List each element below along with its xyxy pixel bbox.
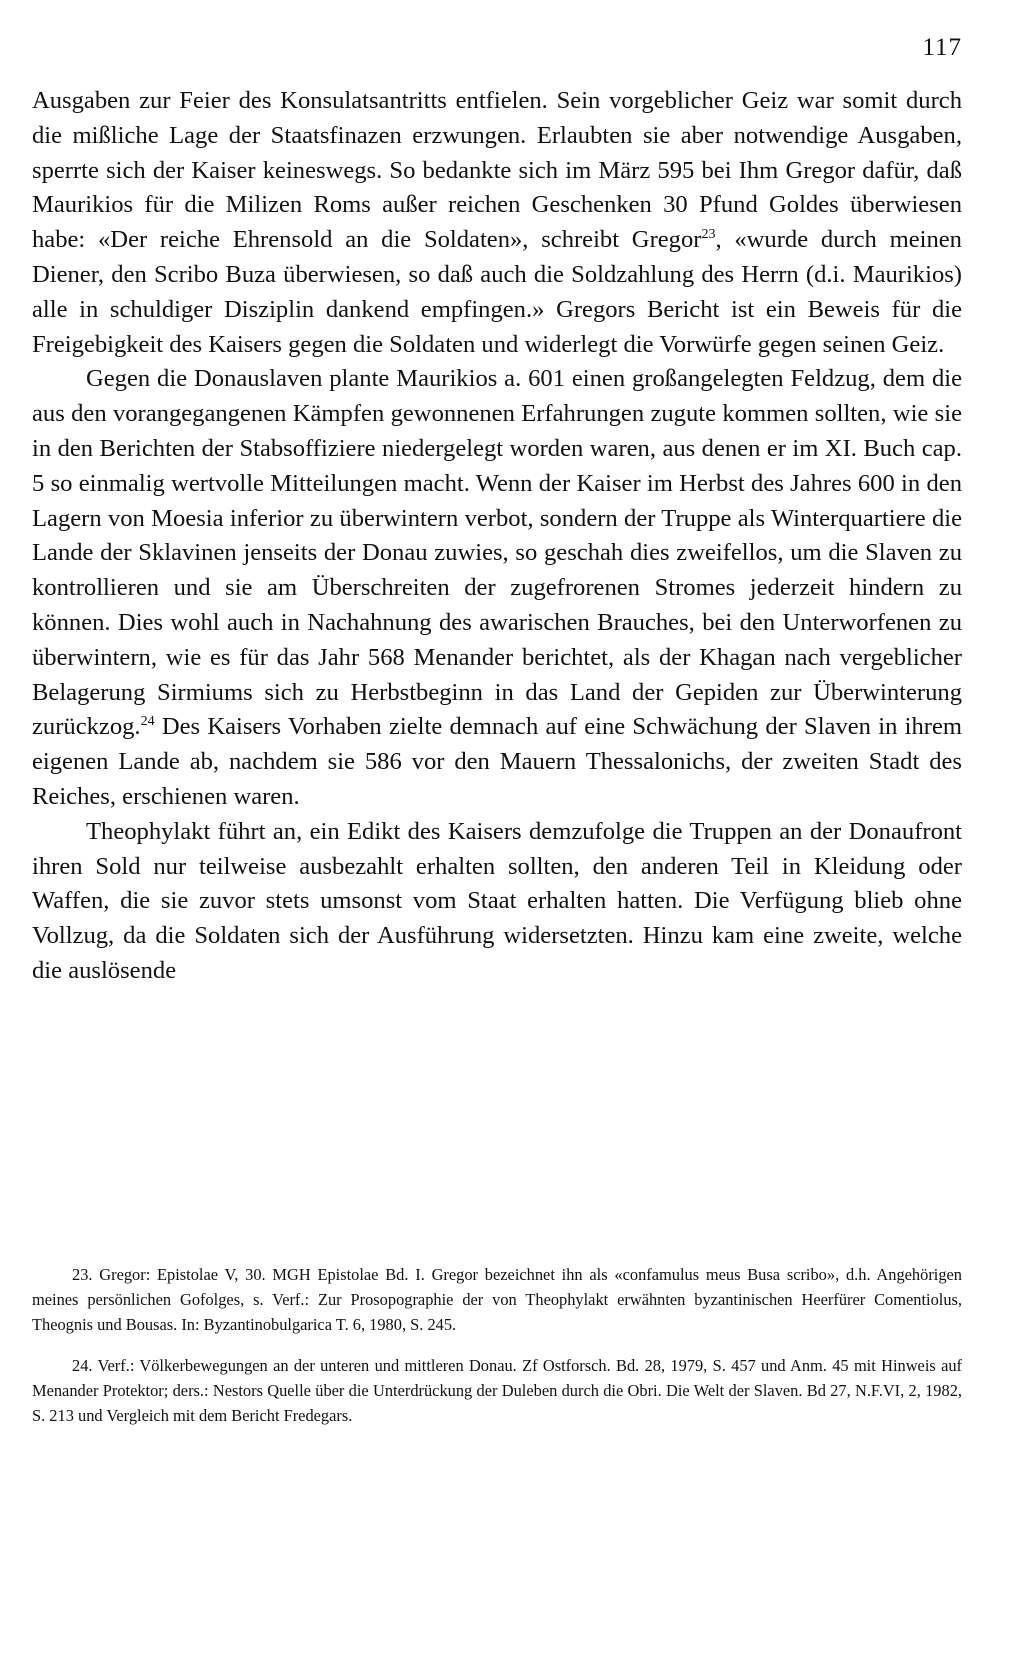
footnote-24: 24. Verf.: Völkerbewegungen an der unteren und mittleren Donau. Zf Ostforsch. Bd. 28, 1979, S. 457 und Anm. 45 mit Hinweis auf Menander Protektor; ders.: Nestors Quelle über die Unterdrückung der Duleben durch die Obri. Die Welt der Slaven. Bd 27, N.F.VI, 2, 1982, S. 213 und Vergleich mit dem Bericht Fredegars.: [32, 1356, 962, 1425]
paragraph-1: [32, 84, 962, 362]
footnote-23: 23. Gregor: Epistolae V, 30. MGH Epistolae Bd. I. Gregor bezeichnet ihn als «confamulus meus Busa scribo», d.h. Angehörigen meines persönlichen Gofolges, s. Verf.: Zur Prosopographie der von Theophylakt erwähnten byzantinischen Heerfürer Comentiolus, Theognis und Bousas. In: Byzantinobulgarica T. 6, 1980, S. 245.: [32, 1265, 962, 1334]
footnotes: [32, 1262, 962, 1428]
paragraph-3-text: Theophylakt führt an, ein Edikt des Kaisers demzufolge die Truppen an der Donaufront ihren Sold nur teilweise ausbezahlt erhalten sollten, den anderen Teil in Kleidung oder Waffen, die sie zuvor stets umsonst vom Staat erhalten hatten. Die Verfügung blieb ohne Vollzug, da die Soldaten sich der Ausführung widersetzten. Hinzu kam eine zweite, welche die auslösende: [32, 817, 962, 984]
paragraph-1-text-b: , «wurde durch meinen Diener, den Scribo Buza überwiesen, so daß auch die Soldzahlung des Herrn (d.i. Maurikios) alle in schuldiger Disziplin dankend empfingen.» Gregors Bericht ist ein Beweis für die Freigebigkeit des Kaisers gegen die Soldaten und widerlegt die Vorwürfe gegen seinen Geiz.: [32, 226, 962, 358]
paragraph-2-text-b: Des Kaisers Vorhaben zielte demnach auf eine Schwächung der Slaven in ihrem eigenen Lande ab, nachdem sie 586 vor den Mauern Thessalonichs, der zweiten Stadt des Reiches, erschienen waren.: [32, 713, 962, 810]
page-number: 117: [922, 34, 962, 61]
paragraph-2: [32, 362, 962, 814]
main-text: [32, 84, 962, 989]
paragraph-2-text-a: Gegen die Donauslaven plante Maurikios a. 601 einen großangelegten Feldzug, dem die aus den vorangegangenen Kämpfen gewonnenen Erfahrungen zugute kommen sollten, wie sie in den Berichten der Stabsoffiziere niedergelegt worden waren, aus denen er im XI. Buch cap. 5 so einmalig wertvolle Mitteilungen macht. Wenn der Kaiser im Herbst des Jahres 600 in den Lagern von Moesia inferior zu überwintern verbot, sondern der Truppe als Winterquartiere die Lande der Sklavinen jenseits der Donau zuwies, so geschah dies zweifellos, um die Slaven zu kontrollieren und sie am Überschreiten der zugefrorenen Stromes jederzeit hindern zu können. Dies wohl auch in Nachahnung des awarischen Brauches, bei den Unterworfenen zu überwintern, wie es für das Jahr 568 Menander berichtet, als der Khagan nach vergeblicher Belagerung Sirmiums sich zu Herbstbeginn in das Land der Gepiden zur Überwinterung zurückzog.: [32, 365, 962, 741]
footnote-ref-24[interactable]: 24: [140, 714, 155, 730]
footnote-ref-23[interactable]: 23: [701, 227, 716, 242]
paragraph-1-text-a: Ausgaben zur Feier des Konsulatsantritts entfielen. Sein vorgeblicher Geiz war somit durch die mißliche Lage der Staatsfinazen erzwungen. Erlaubten sie aber notwendige Ausgaben, sperrte sich der Kaiser keineswegs. So bedankte sich im März 595 bei Ihm Gregor dafür, daß Maurikios für die Milizen Roms außer reichen Geschenken 30 Pfund Goldes überwiesen habe: «Der reiche Ehrensold an die Soldaten», schreibt Gregor: [32, 87, 962, 254]
paragraph-3: [32, 815, 962, 989]
